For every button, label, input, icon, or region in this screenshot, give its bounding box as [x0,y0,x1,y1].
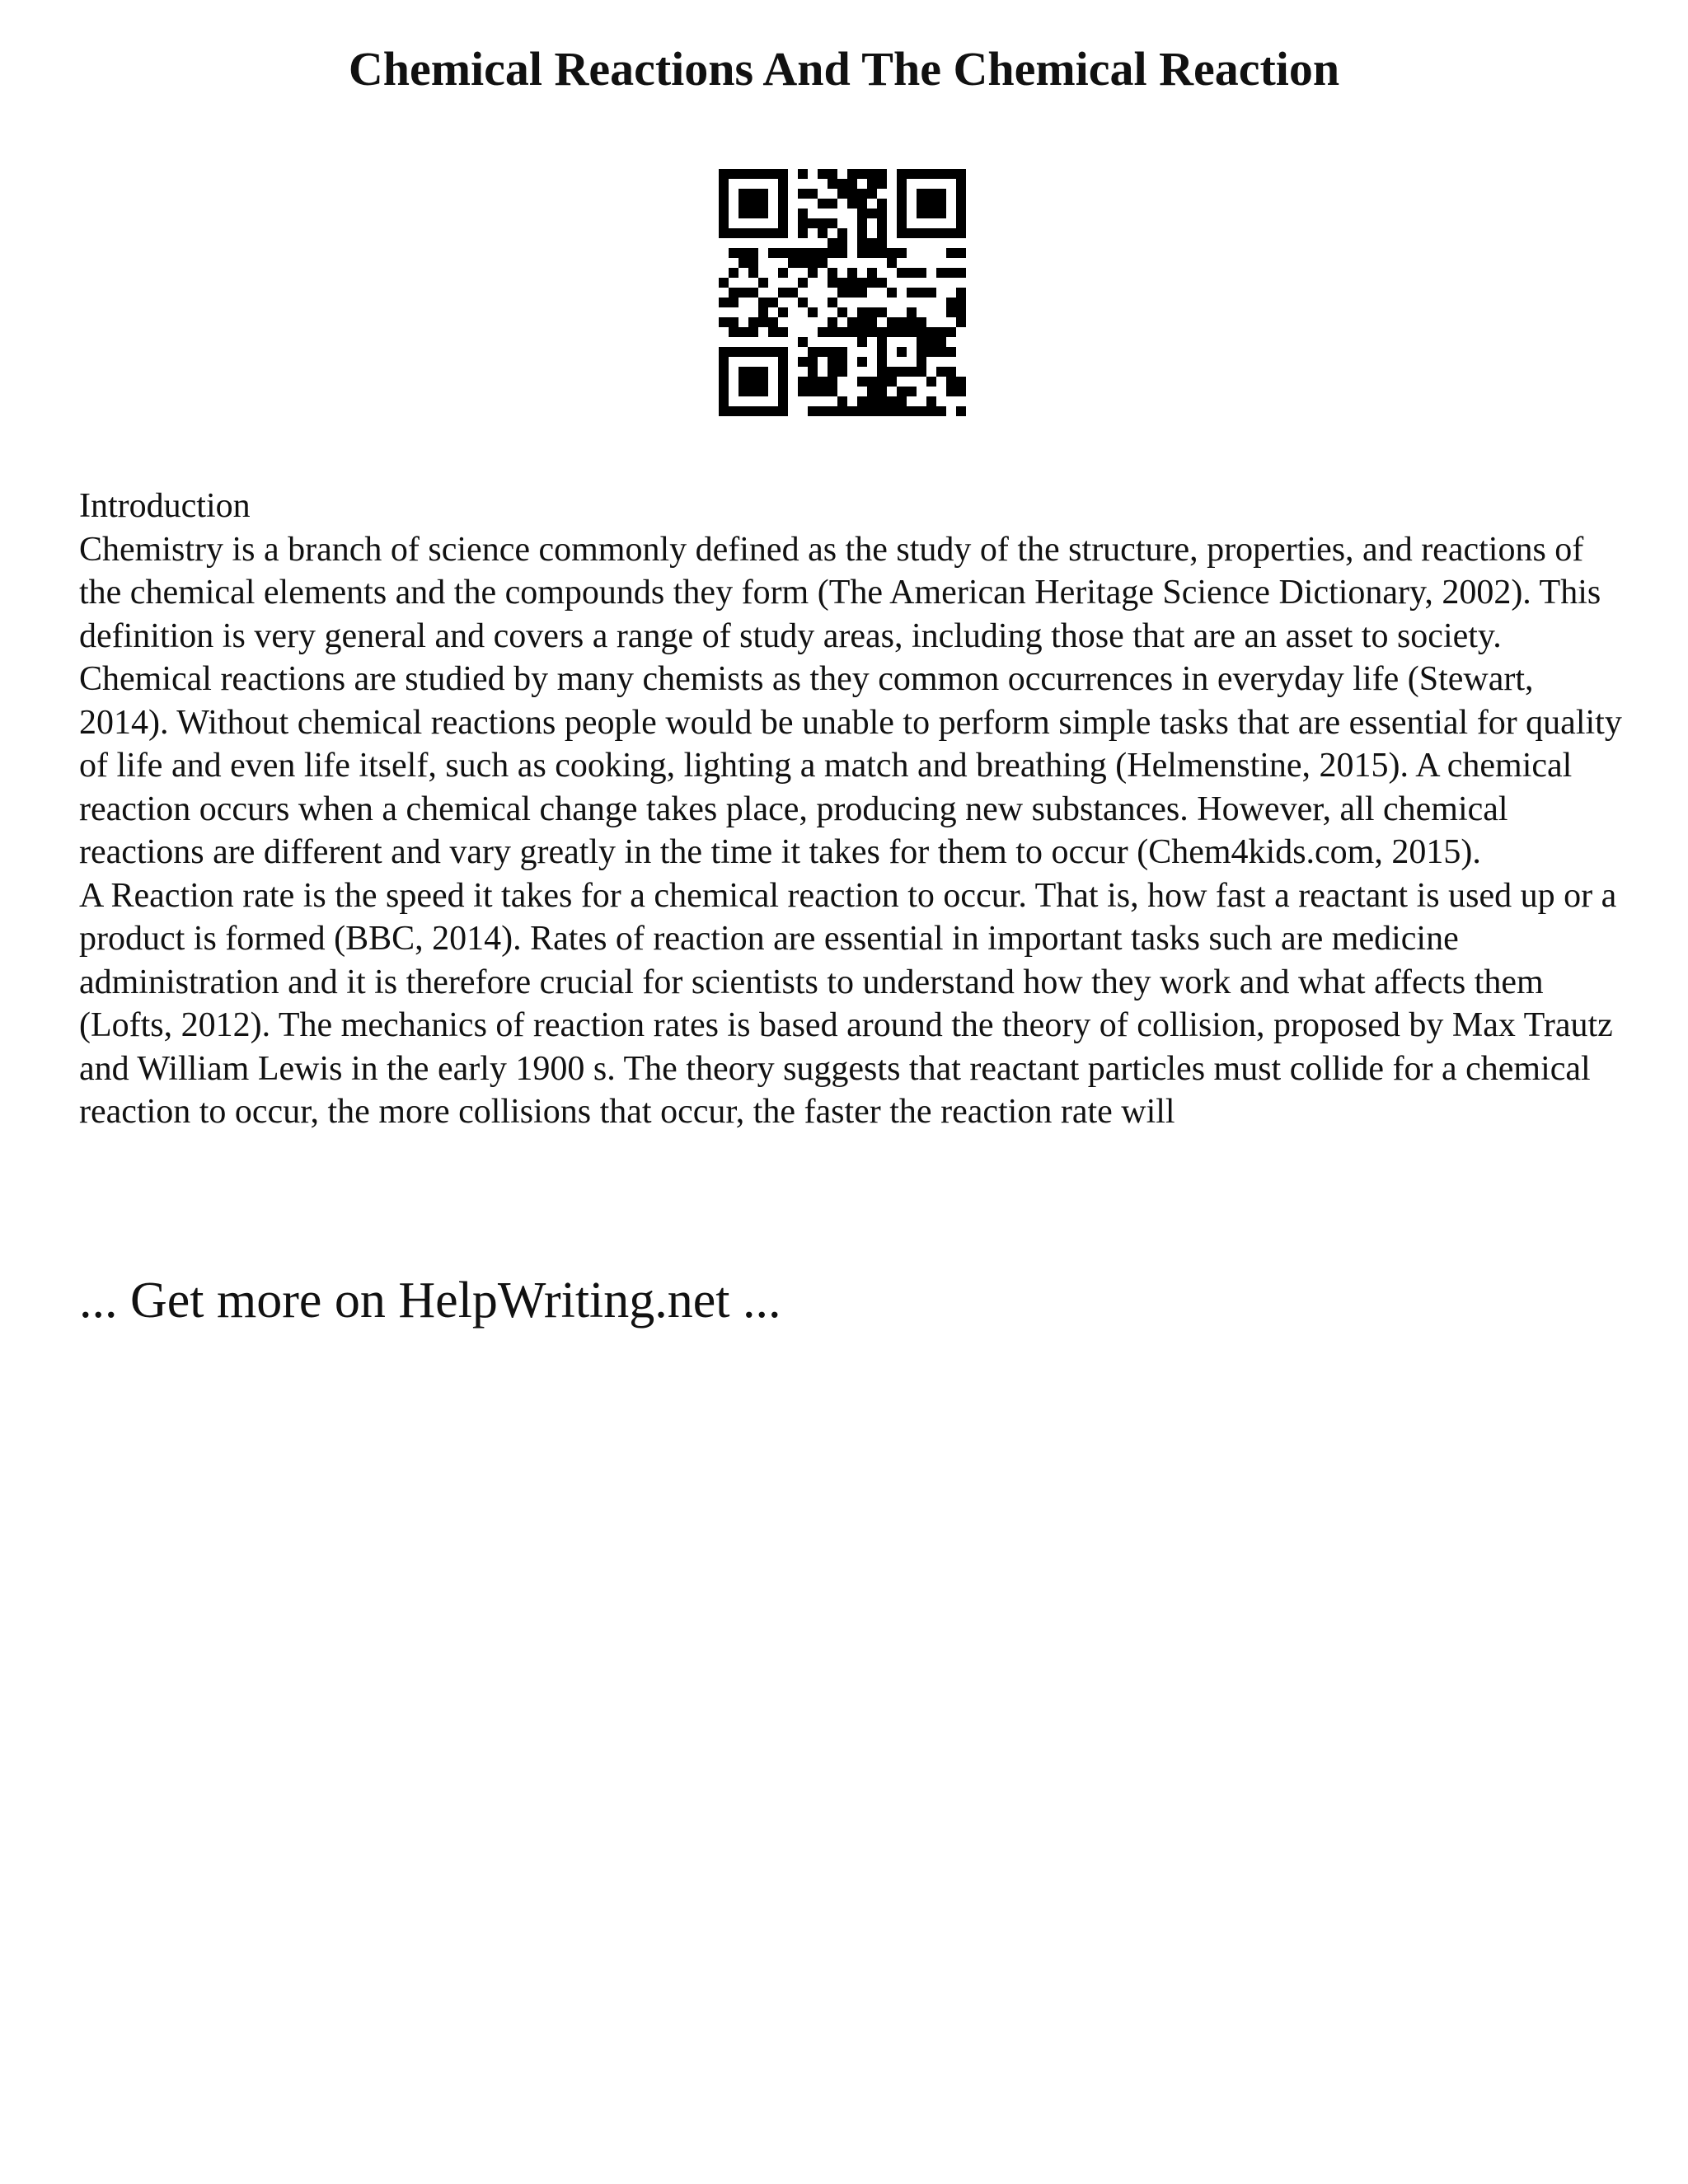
get-more-link[interactable]: ... Get more on HelpWriting.net ... [79,1272,781,1329]
section-heading: Introduction [79,487,251,525]
qr-code-icon [719,169,966,416]
paragraph-reaction-rate: A Reaction rate is the speed it takes for a chemical reaction to occur. That is, how fast a reactant is used up or a product is formed (BBC, 2014). Rates of reaction are essential in important tasks such are medicine administration and it is therefore crucial for scientists to understand how they work and what affects them (Lofts, 2012). The mechanics of reaction rates is based around the theory of collision, proposed by Max Trautz and William Lewis in the early 1900 s. The theory suggests that reactant particles must collide for a chemical reaction to occur, the more collisions that occur, the faster the reaction rate will [79,876,1617,1131]
paragraph-intro: Chemistry is a branch of science commonly defined as the study of the structure, properties, and reactions of the chemical elements and the compounds they form (The American Heritage Science Dictionary, 2002). This definition is very general and covers a range of study areas, including those that are an asset to society. Chemical reactions are studied by many chemists as they common occurrences in everyday life (Stewart, 2014). Without chemical reactions people would be unable to perform simple tasks that are essential for quality of life and even life itself, such as cooking, lighting a match and breathing (Helmenstine, 2015). A chemical reaction occurs when a chemical change takes place, producing new substances. However, all chemical reactions are different and vary greatly in the time it takes for them to occur (Chem4kids.com, 2015). [79,530,1622,871]
page-title: Chemical Reactions And The Chemical Reaction [348,42,1340,96]
document-body [79,485,1629,1134]
